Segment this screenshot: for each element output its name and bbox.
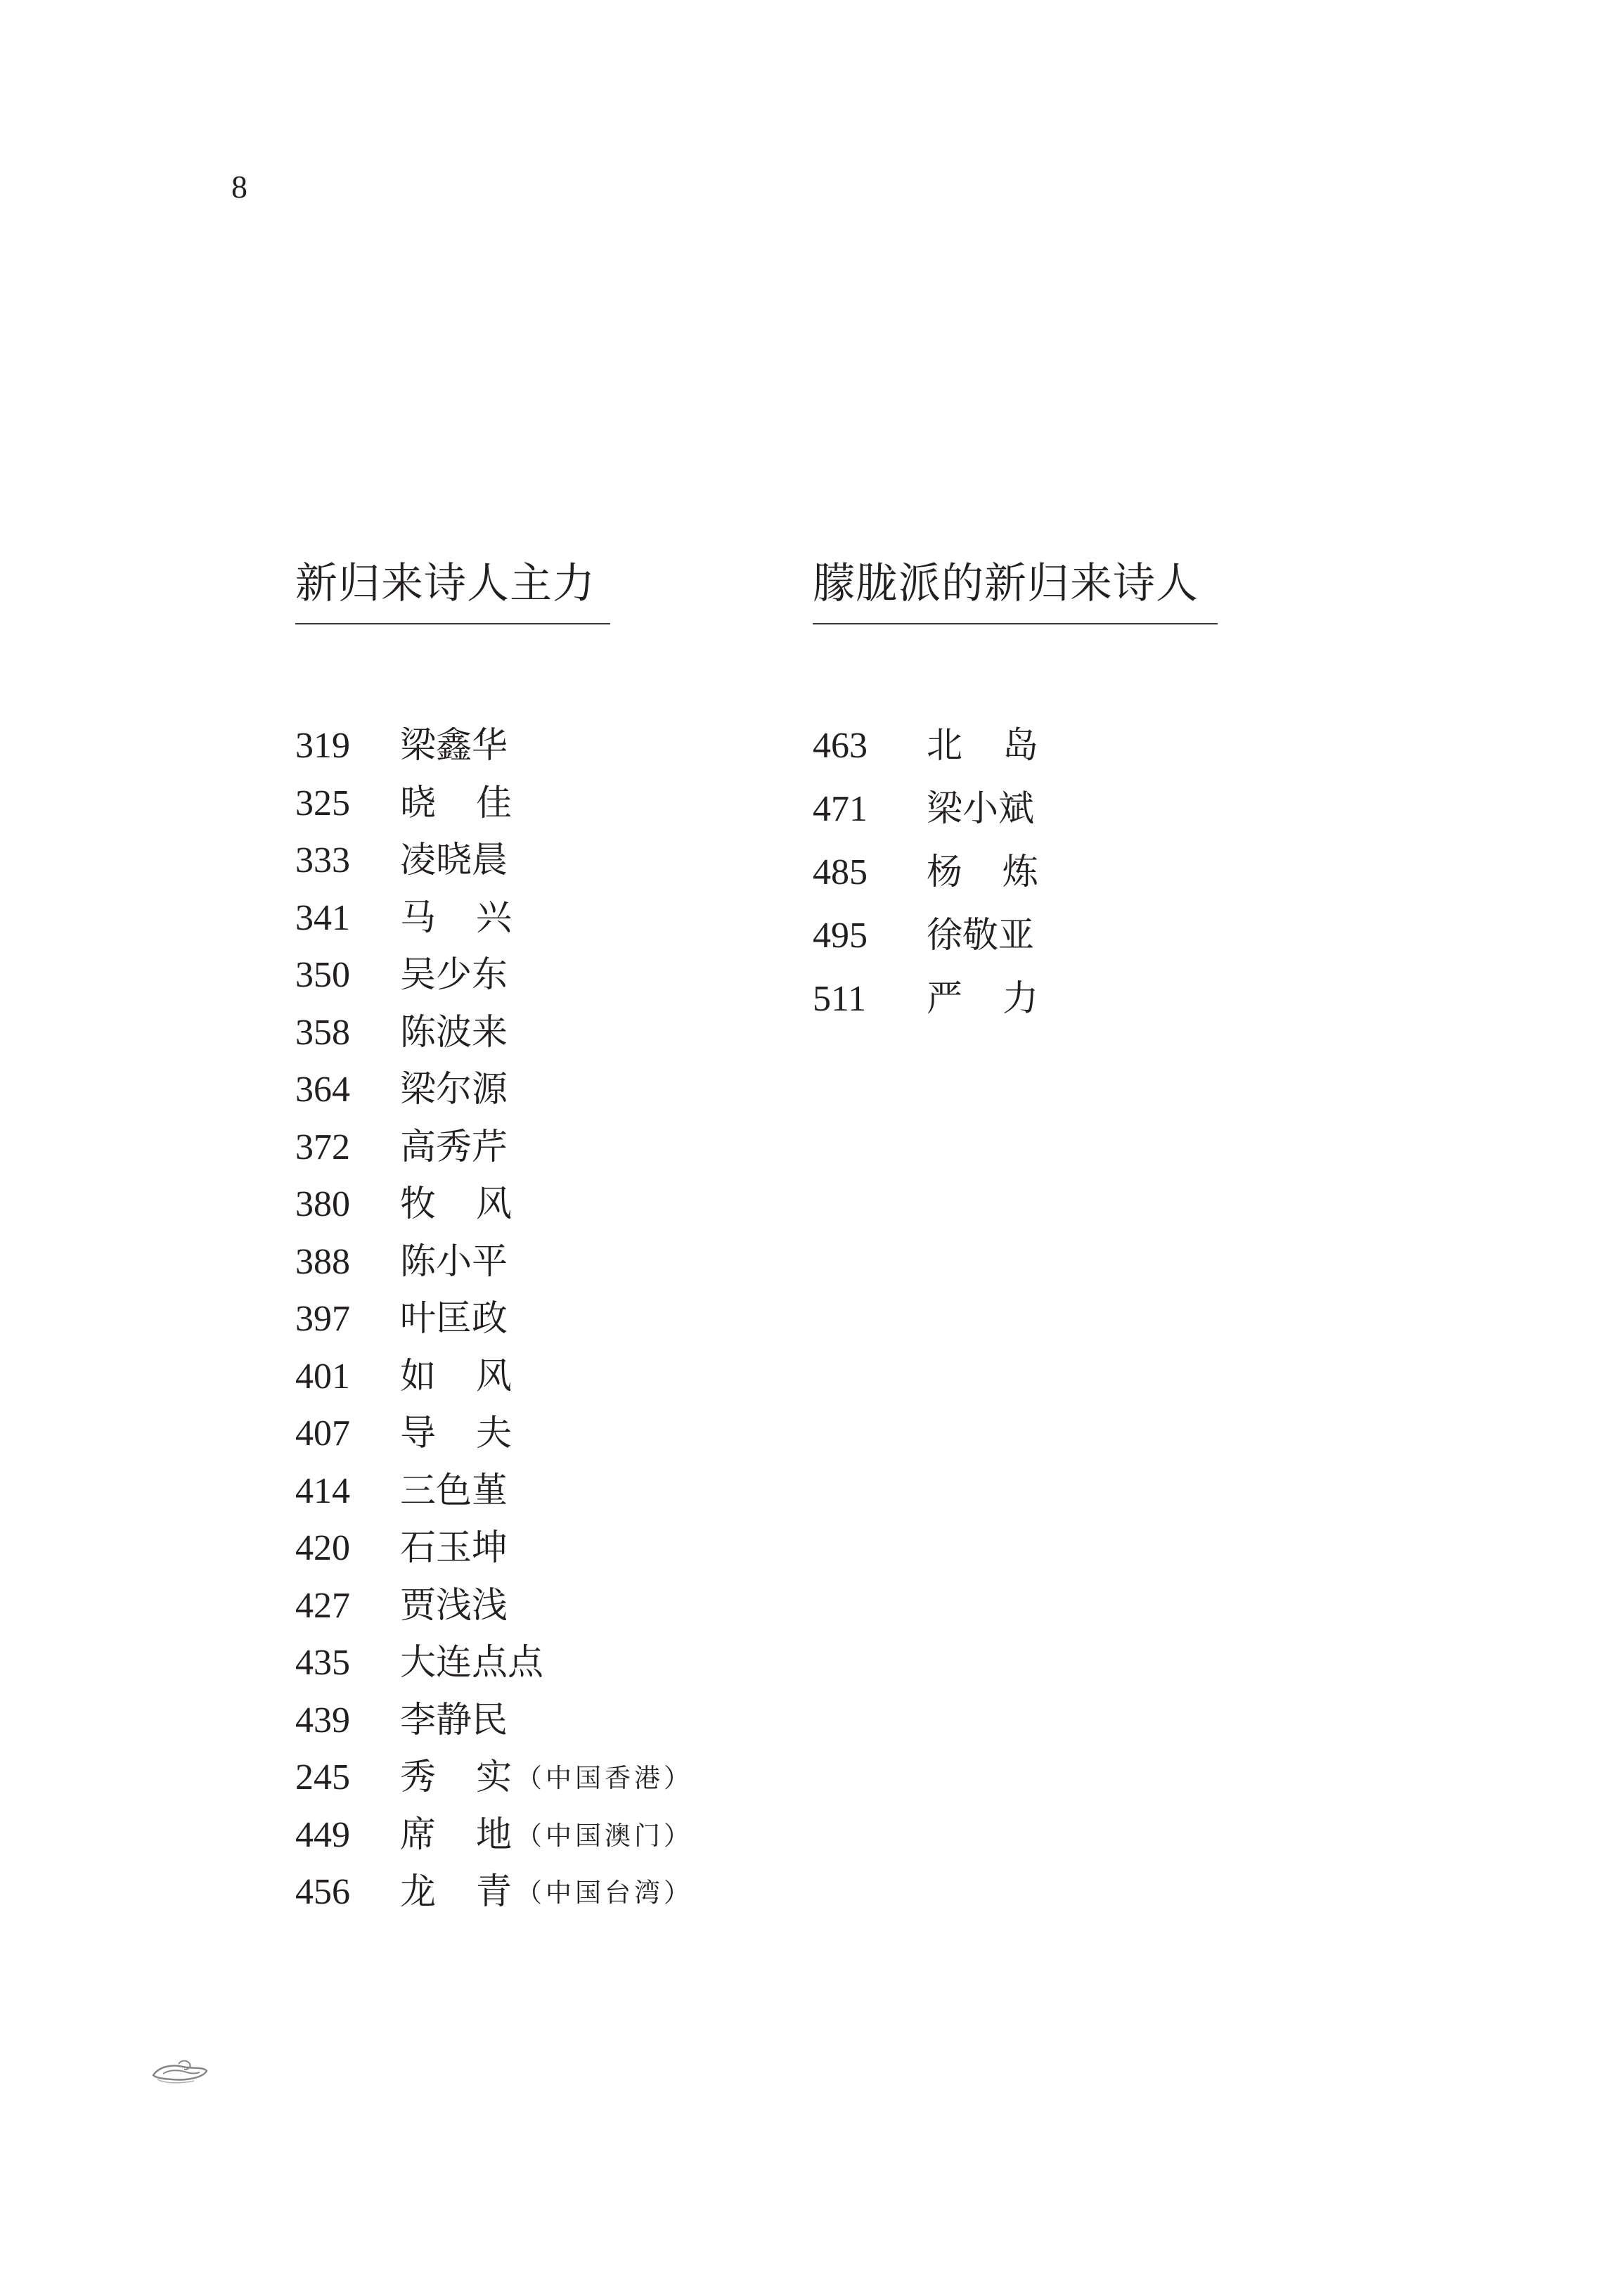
poet-name-part: 龙 <box>400 1871 437 1913</box>
poet-name-part: 杨 <box>927 852 963 893</box>
left-column-heading <box>295 556 610 612</box>
poet-name-part: 导 <box>400 1413 437 1454</box>
entry-poet-name <box>400 836 508 885</box>
poet-name-part: 陈小平 <box>400 1240 508 1283</box>
entry-poet-name <box>400 1582 508 1631</box>
entry-poet-name <box>400 779 512 828</box>
entry-page-number: 427 <box>295 1585 350 1626</box>
poet-name-part: 北 <box>927 725 963 767</box>
entry-region-note: （中国台湾） <box>516 1878 693 1908</box>
entry-page-number: 401 <box>295 1356 350 1397</box>
poet-name-part: 梁小斌 <box>927 788 1035 830</box>
entry-page-number: 456 <box>295 1872 350 1912</box>
entry-poet-name <box>927 911 1034 961</box>
poet-name-part: 徐敬亚 <box>927 915 1035 956</box>
entry-poet-name <box>927 975 1038 1024</box>
entry-poet-name <box>400 721 508 771</box>
poet-name-part: 如 <box>400 1355 437 1397</box>
page-number: 8 <box>231 169 247 205</box>
poet-name-part: 岛 <box>1002 725 1038 767</box>
entry-poet-name <box>400 1696 508 1745</box>
poet-name-part: 实 <box>475 1757 512 1798</box>
entry-page-number: 435 <box>295 1643 350 1683</box>
entry-poet-name <box>400 1180 512 1229</box>
entry-region-note: （中国澳门） <box>516 1820 693 1851</box>
entry-page-number: 319 <box>295 726 350 766</box>
entry-poet-name <box>400 1753 693 1802</box>
right-heading-underline <box>813 623 1218 624</box>
poet-name-part: 力 <box>1002 978 1038 1020</box>
entry-page-number: 397 <box>295 1299 350 1339</box>
entry-poet-name <box>400 1065 508 1115</box>
entry-page-number: 350 <box>295 955 350 995</box>
poet-name-part: 吴少东 <box>400 954 508 996</box>
poet-name-part: 梁尔源 <box>400 1069 508 1110</box>
poet-name-part: 贾浅浅 <box>400 1584 508 1627</box>
entry-poet-name <box>927 721 1038 771</box>
entry-poet-name <box>400 1295 508 1344</box>
entry-page-number: 407 <box>295 1413 350 1454</box>
poet-name-part: 青 <box>475 1871 512 1913</box>
entry-page-number: 414 <box>295 1470 350 1511</box>
entry-page-number: 325 <box>295 783 350 823</box>
entry-page-number: 388 <box>295 1241 350 1282</box>
right-column-heading-text: 朦胧派的新归来诗人 <box>813 559 1199 608</box>
entry-page-number: 245 <box>295 1757 350 1797</box>
poet-name-part: 严 <box>927 978 963 1020</box>
entry-poet-name <box>400 1123 508 1172</box>
entry-page-number: 471 <box>813 789 868 829</box>
poet-name-part: 大连点点 <box>400 1642 544 1683</box>
entry-poet-name <box>400 1352 512 1402</box>
poet-name-part: 牧 <box>400 1184 437 1225</box>
poet-name-part: 晓 <box>400 782 437 824</box>
entry-poet-name <box>400 1868 693 1917</box>
entry-page-number: 511 <box>813 979 867 1019</box>
entry-page-number: 364 <box>295 1070 350 1110</box>
left-heading-underline <box>295 623 610 624</box>
poet-name-part: 炼 <box>1002 852 1038 893</box>
poet-name-part: 三色堇 <box>400 1470 508 1512</box>
entry-page-number: 420 <box>295 1528 350 1568</box>
entry-page-number: 439 <box>295 1700 350 1740</box>
entry-page-number: 485 <box>813 852 868 892</box>
poet-name-part: 兴 <box>475 897 512 939</box>
entry-page-number: 333 <box>295 840 350 880</box>
entry-poet-name <box>400 1467 508 1516</box>
entry-page-number: 495 <box>813 916 868 956</box>
entry-poet-name <box>400 1638 543 1688</box>
poet-name-part: 秀 <box>400 1757 437 1798</box>
entry-page-number: 341 <box>295 897 350 938</box>
poet-name-part: 马 <box>400 897 437 939</box>
entry-poet-name <box>400 1524 508 1573</box>
entry-poet-name <box>927 848 1038 897</box>
entry-page-number: 372 <box>295 1127 350 1167</box>
poet-name-part: 风 <box>475 1355 512 1397</box>
left-column-heading-text: 新归来诗人主力 <box>295 559 595 608</box>
entry-region-note: （中国香港） <box>516 1763 693 1793</box>
poet-name-part: 高秀芹 <box>400 1126 508 1168</box>
poet-name-part: 佳 <box>475 782 512 824</box>
poet-name-part: 地 <box>475 1814 512 1856</box>
poet-name-part: 李静民 <box>400 1699 508 1741</box>
poet-name-part: 凌晓晨 <box>400 840 508 881</box>
entry-page-number: 449 <box>295 1814 350 1855</box>
entry-poet-name <box>400 1008 508 1058</box>
entry-page-number: 358 <box>295 1012 350 1053</box>
entry-poet-name <box>927 785 1034 834</box>
poet-name-part: 风 <box>475 1184 512 1225</box>
entry-poet-name <box>400 951 508 1000</box>
publisher-logo-icon <box>150 2057 210 2085</box>
right-column-heading <box>813 556 1218 612</box>
entry-poet-name <box>400 1811 693 1860</box>
poet-name-part: 叶匡政 <box>400 1298 508 1340</box>
entry-poet-name <box>400 1238 508 1287</box>
entry-page-number: 463 <box>813 726 868 766</box>
entry-page-number: 380 <box>295 1184 350 1224</box>
poet-name-part: 梁鑫华 <box>400 725 508 767</box>
poet-name-part: 夫 <box>475 1413 512 1454</box>
entry-poet-name <box>400 1409 512 1458</box>
poet-name-part: 席 <box>400 1814 437 1856</box>
entry-poet-name <box>400 894 512 943</box>
poet-name-part: 陈波来 <box>400 1011 508 1053</box>
poet-name-part: 石玉坤 <box>400 1527 508 1569</box>
